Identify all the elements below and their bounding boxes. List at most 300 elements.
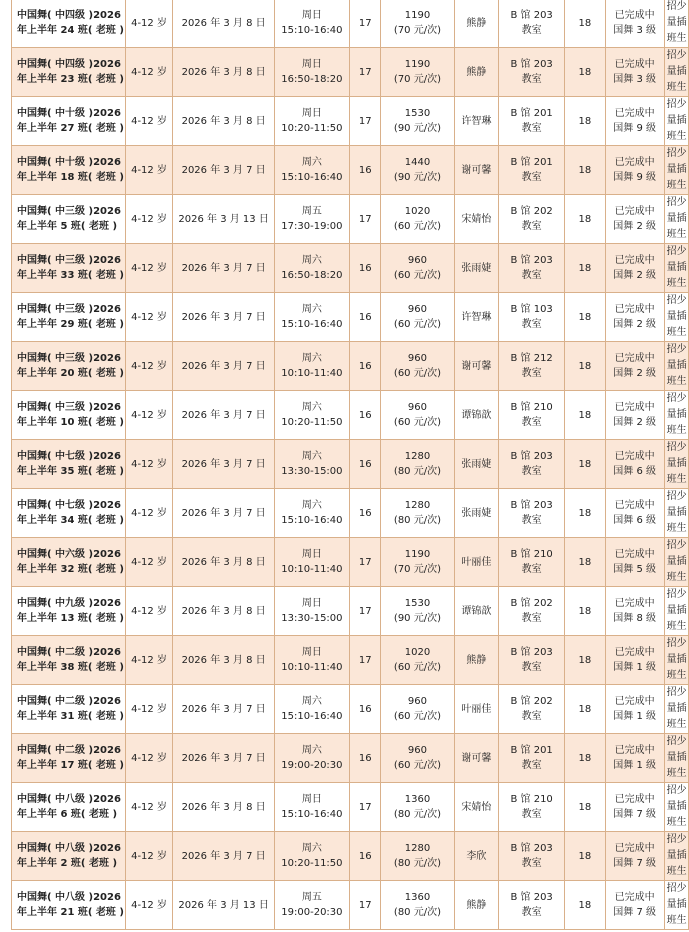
table-row — [12, 97, 689, 146]
enrollment-status-st1: 招少 — [666, 883, 687, 894]
lesson-count-cell: 16 — [349, 440, 380, 489]
lesson-count-cell: 17 — [349, 195, 380, 244]
class-name-name2: 年上半年 31 班( 老班 ) — [17, 711, 124, 722]
price-per: (60 元/次) — [393, 711, 441, 722]
schedule-time: 15:10-16:40 — [281, 809, 343, 820]
requirement-req2: 国舞 6 级 — [613, 466, 657, 477]
capacity-cell: 18 — [565, 832, 606, 881]
requirement-cell — [605, 881, 664, 930]
teacher-cell: 熊静 — [454, 0, 499, 48]
class-name-name1: 中国舞( 中十级 )2026 — [17, 108, 121, 119]
enrollment-status-cell — [664, 734, 688, 783]
requirement-cell — [605, 587, 664, 636]
price-per: (80 元/次) — [393, 858, 441, 869]
class-name-cell — [12, 391, 126, 440]
classroom-room2: 教室 — [521, 368, 542, 379]
schedule-day: 周五 — [301, 206, 322, 217]
price-price: 1530 — [404, 598, 431, 609]
enrollment-status-cell — [664, 685, 688, 734]
class-name-name2: 年上半年 21 班( 老班 ) — [17, 907, 124, 918]
enrollment-status-cell — [664, 636, 688, 685]
classroom-cell — [499, 97, 565, 146]
classroom-cell — [499, 195, 565, 244]
classroom-cell — [499, 293, 565, 342]
start-date-cell: 2026 年 3 月 8 日 — [173, 97, 274, 146]
table-row — [12, 48, 689, 97]
price-price: 1190 — [404, 10, 431, 21]
lesson-count-cell: 17 — [349, 48, 380, 97]
start-date-cell: 2026 年 3 月 7 日 — [173, 685, 274, 734]
enrollment-status-st2: 量插 — [666, 850, 687, 861]
price-price: 960 — [407, 402, 427, 413]
price-price: 1280 — [404, 843, 431, 854]
enrollment-status-st3: 班生 — [666, 817, 687, 828]
price-per: (80 元/次) — [393, 466, 441, 477]
enrollment-status-st2: 量插 — [666, 262, 687, 273]
requirement-req1: 已完成中 — [614, 304, 655, 315]
enrollment-status-st2: 量插 — [666, 409, 687, 420]
requirement-req2: 国舞 5 级 — [613, 564, 657, 575]
lesson-count-cell: 17 — [349, 881, 380, 930]
schedule-day: 周日 — [301, 10, 322, 21]
teacher-cell: 谢可馨 — [454, 734, 499, 783]
requirement-req2: 国舞 1 级 — [613, 760, 657, 771]
start-date-cell: 2026 年 3 月 8 日 — [173, 783, 274, 832]
lesson-count-cell: 16 — [349, 391, 380, 440]
enrollment-status-st2: 量插 — [666, 115, 687, 126]
requirement-req1: 已完成中 — [614, 157, 655, 168]
requirement-req2: 国舞 3 级 — [613, 74, 657, 85]
price-price: 1190 — [404, 59, 431, 70]
enrollment-status-st3: 班生 — [666, 33, 687, 44]
price-per: (60 元/次) — [393, 319, 441, 330]
schedule-time: 10:20-11:50 — [281, 123, 343, 134]
class-name-name1: 中国舞( 中二级 )2026 — [17, 647, 121, 658]
enrollment-status-st3: 班生 — [666, 670, 687, 681]
price-price: 960 — [407, 255, 427, 266]
schedule-cell — [274, 195, 349, 244]
requirement-req2: 国舞 7 级 — [613, 809, 657, 820]
price-per: (60 元/次) — [393, 270, 441, 281]
classroom-room1: B 馆 202 — [510, 206, 553, 217]
class-name-name2: 年上半年 38 班( 老班 ) — [17, 662, 124, 673]
teacher-cell: 熊静 — [454, 636, 499, 685]
price-price: 1190 — [404, 549, 431, 560]
schedule-time: 15:10-16:40 — [281, 25, 343, 36]
requirement-req1: 已完成中 — [614, 451, 655, 462]
age-range-cell: 4-12 岁 — [125, 342, 173, 391]
classroom-room1: B 馆 203 — [510, 10, 553, 21]
price-cell — [381, 783, 454, 832]
schedule-time: 19:00-20:30 — [281, 907, 343, 918]
enrollment-status-st1: 招少 — [666, 442, 687, 453]
classroom-cell — [499, 342, 565, 391]
class-name-name2: 年上半年 2 班( 老班 ) — [17, 858, 118, 869]
schedule-time: 10:10-11:40 — [281, 662, 343, 673]
lesson-count-cell: 17 — [349, 0, 380, 48]
requirement-req2: 国舞 9 级 — [613, 172, 657, 183]
lesson-count-cell: 17 — [349, 783, 380, 832]
requirement-req1: 已完成中 — [614, 549, 655, 560]
teacher-cell: 谢可馨 — [454, 342, 499, 391]
class-name-cell — [12, 538, 126, 587]
table-row — [12, 440, 689, 489]
enrollment-status-st2: 量插 — [666, 66, 687, 77]
age-range-cell: 4-12 岁 — [125, 734, 173, 783]
requirement-req1: 已完成中 — [614, 794, 655, 805]
classroom-room1: B 馆 201 — [510, 157, 553, 168]
enrollment-status-st1: 招少 — [666, 687, 687, 698]
capacity-cell: 18 — [565, 440, 606, 489]
price-per: (80 元/次) — [393, 907, 441, 918]
enrollment-status-st2: 量插 — [666, 213, 687, 224]
table-row — [12, 881, 689, 930]
schedule-cell — [274, 783, 349, 832]
classroom-room2: 教室 — [521, 515, 542, 526]
schedule-day: 周五 — [301, 892, 322, 903]
start-date-cell: 2026 年 3 月 7 日 — [173, 489, 274, 538]
price-cell — [381, 685, 454, 734]
schedule-time: 13:30-15:00 — [281, 613, 343, 624]
classroom-room1: B 馆 203 — [510, 892, 553, 903]
classroom-room2: 教室 — [521, 564, 542, 575]
lesson-count-cell: 16 — [349, 832, 380, 881]
enrollment-status-st2: 量插 — [666, 360, 687, 371]
price-per: (70 元/次) — [393, 74, 441, 85]
capacity-cell: 18 — [565, 538, 606, 587]
table-row — [12, 636, 689, 685]
lesson-count-cell: 16 — [349, 734, 380, 783]
class-name-name1: 中国舞( 中二级 )2026 — [17, 696, 121, 707]
teacher-cell: 张雨婕 — [454, 244, 499, 293]
enrollment-status-st1: 招少 — [666, 197, 687, 208]
class-name-name2: 年上半年 17 班( 老班 ) — [17, 760, 124, 771]
classroom-cell — [499, 538, 565, 587]
requirement-req1: 已完成中 — [614, 353, 655, 364]
schedule-day: 周六 — [301, 843, 322, 854]
classroom-room1: B 馆 202 — [510, 696, 553, 707]
enrollment-status-st2: 量插 — [666, 556, 687, 567]
schedule-time: 15:10-16:40 — [281, 711, 343, 722]
classroom-room1: B 馆 203 — [510, 647, 553, 658]
enrollment-status-st3: 班生 — [666, 425, 687, 436]
schedule-day: 周日 — [301, 549, 322, 560]
class-name-name2: 年上半年 35 班( 老班 ) — [17, 466, 124, 477]
schedule-day: 周六 — [301, 255, 322, 266]
enrollment-status-st1: 招少 — [666, 785, 687, 796]
lesson-count-cell: 16 — [349, 293, 380, 342]
enrollment-status-st1: 招少 — [666, 589, 687, 600]
requirement-cell — [605, 97, 664, 146]
price-cell — [381, 587, 454, 636]
schedule-day: 周六 — [301, 696, 322, 707]
requirement-req2: 国舞 6 级 — [613, 515, 657, 526]
schedule-time: 10:10-11:40 — [281, 564, 343, 575]
schedule-day: 周日 — [301, 598, 322, 609]
price-cell — [381, 195, 454, 244]
requirement-req2: 国舞 2 级 — [613, 319, 657, 330]
class-name-name2: 年上半年 33 班( 老班 ) — [17, 270, 124, 281]
class-name-name1: 中国舞( 中三级 )2026 — [17, 353, 121, 364]
classroom-room1: B 馆 203 — [510, 59, 553, 70]
classroom-cell — [499, 783, 565, 832]
requirement-cell — [605, 195, 664, 244]
age-range-cell: 4-12 岁 — [125, 293, 173, 342]
enrollment-status-st2: 量插 — [666, 801, 687, 812]
classroom-room2: 教室 — [521, 221, 542, 232]
classroom-room1: B 馆 203 — [510, 500, 553, 511]
requirement-cell — [605, 636, 664, 685]
enrollment-status-cell — [664, 244, 688, 293]
age-range-cell: 4-12 岁 — [125, 538, 173, 587]
age-range-cell: 4-12 岁 — [125, 587, 173, 636]
price-cell — [381, 832, 454, 881]
schedule-cell — [274, 97, 349, 146]
enrollment-status-cell — [664, 391, 688, 440]
start-date-cell: 2026 年 3 月 7 日 — [173, 440, 274, 489]
schedule-cell — [274, 293, 349, 342]
class-name-cell — [12, 881, 126, 930]
requirement-req2: 国舞 3 级 — [613, 25, 657, 36]
requirement-req1: 已完成中 — [614, 10, 655, 21]
start-date-cell: 2026 年 3 月 8 日 — [173, 0, 274, 48]
capacity-cell: 18 — [565, 195, 606, 244]
enrollment-status-st1: 招少 — [666, 246, 687, 257]
price-cell — [381, 636, 454, 685]
class-name-name1: 中国舞( 中三级 )2026 — [17, 206, 121, 217]
enrollment-status-cell — [664, 489, 688, 538]
enrollment-status-st2: 量插 — [666, 164, 687, 175]
age-range-cell: 4-12 岁 — [125, 783, 173, 832]
enrollment-status-cell — [664, 293, 688, 342]
enrollment-status-st3: 班生 — [666, 719, 687, 730]
enrollment-status-cell — [664, 881, 688, 930]
classroom-room2: 教室 — [521, 466, 542, 477]
teacher-cell: 谭锦歆 — [454, 587, 499, 636]
class-name-cell — [12, 636, 126, 685]
teacher-cell: 宋婧怡 — [454, 783, 499, 832]
schedule-day: 周六 — [301, 402, 322, 413]
enrollment-status-st1: 招少 — [666, 344, 687, 355]
enrollment-status-cell — [664, 587, 688, 636]
requirement-req1: 已完成中 — [614, 647, 655, 658]
teacher-cell: 叶丽佳 — [454, 538, 499, 587]
table-row — [12, 685, 689, 734]
requirement-req1: 已完成中 — [614, 696, 655, 707]
classroom-cell — [499, 832, 565, 881]
schedule-time: 19:00-20:30 — [281, 760, 343, 771]
enrollment-status-st1: 招少 — [666, 1, 687, 12]
lesson-count-cell: 17 — [349, 538, 380, 587]
class-name-cell — [12, 293, 126, 342]
schedule-day: 周日 — [301, 794, 322, 805]
requirement-cell — [605, 440, 664, 489]
requirement-req1: 已完成中 — [614, 206, 655, 217]
class-name-name2: 年上半年 20 班( 老班 ) — [17, 368, 124, 379]
class-name-name2: 年上半年 18 班( 老班 ) — [17, 172, 124, 183]
enrollment-status-st2: 量插 — [666, 703, 687, 714]
start-date-cell: 2026 年 3 月 7 日 — [173, 293, 274, 342]
schedule-day: 周六 — [301, 500, 322, 511]
requirement-req1: 已完成中 — [614, 843, 655, 854]
price-cell — [381, 342, 454, 391]
teacher-cell: 熊静 — [454, 48, 499, 97]
enrollment-status-cell — [664, 97, 688, 146]
table-row — [12, 146, 689, 195]
requirement-cell — [605, 391, 664, 440]
schedule-time: 15:10-16:40 — [281, 172, 343, 183]
enrollment-status-st3: 班生 — [666, 621, 687, 632]
schedule-time: 16:50-18:20 — [281, 270, 343, 281]
enrollment-status-cell — [664, 195, 688, 244]
start-date-cell: 2026 年 3 月 8 日 — [173, 48, 274, 97]
schedule-time: 10:20-11:50 — [281, 858, 343, 869]
classroom-room1: B 馆 202 — [510, 598, 553, 609]
class-name-name1: 中国舞( 中三级 )2026 — [17, 255, 121, 266]
schedule-time: 10:10-11:40 — [281, 368, 343, 379]
price-price: 960 — [407, 745, 427, 756]
teacher-cell: 李欣 — [454, 832, 499, 881]
enrollment-status-st2: 量插 — [666, 899, 687, 910]
capacity-cell: 18 — [565, 734, 606, 783]
class-name-cell — [12, 244, 126, 293]
table-row — [12, 587, 689, 636]
start-date-cell: 2026 年 3 月 13 日 — [173, 881, 274, 930]
schedule-cell — [274, 146, 349, 195]
classroom-cell — [499, 489, 565, 538]
class-name-name1: 中国舞( 中七级 )2026 — [17, 500, 121, 511]
classroom-room2: 教室 — [521, 417, 542, 428]
enrollment-status-cell — [664, 342, 688, 391]
requirement-cell — [605, 342, 664, 391]
enrollment-status-st3: 班生 — [666, 229, 687, 240]
schedule-day: 周六 — [301, 157, 322, 168]
classroom-room2: 教室 — [521, 760, 542, 771]
enrollment-status-st3: 班生 — [666, 572, 687, 583]
classroom-cell — [499, 244, 565, 293]
enrollment-status-cell — [664, 538, 688, 587]
enrollment-status-st2: 量插 — [666, 311, 687, 322]
enrollment-status-st3: 班生 — [666, 915, 687, 926]
class-name-name1: 中国舞( 中九级 )2026 — [17, 598, 121, 609]
lesson-count-cell: 16 — [349, 685, 380, 734]
schedule-cell — [274, 440, 349, 489]
class-name-cell — [12, 48, 126, 97]
classroom-room1: B 馆 212 — [510, 353, 553, 364]
enrollment-status-cell — [664, 146, 688, 195]
teacher-cell: 叶丽佳 — [454, 685, 499, 734]
age-range-cell: 4-12 岁 — [125, 489, 173, 538]
teacher-cell: 许智琳 — [454, 97, 499, 146]
table-row — [12, 832, 689, 881]
requirement-req2: 国舞 7 级 — [613, 907, 657, 918]
teacher-cell: 谢可馨 — [454, 146, 499, 195]
class-name-name2: 年上半年 34 班( 老班 ) — [17, 515, 124, 526]
classroom-cell — [499, 881, 565, 930]
classroom-room1: B 馆 210 — [510, 402, 553, 413]
age-range-cell: 4-12 岁 — [125, 244, 173, 293]
class-name-name2: 年上半年 27 班( 老班 ) — [17, 123, 124, 134]
classroom-room2: 教室 — [521, 172, 542, 183]
schedule-day: 周六 — [301, 304, 322, 315]
price-per: (60 元/次) — [393, 417, 441, 428]
table-row — [12, 538, 689, 587]
enrollment-status-st3: 班生 — [666, 866, 687, 877]
requirement-cell — [605, 734, 664, 783]
schedule-cell — [274, 48, 349, 97]
enrollment-status-st1: 招少 — [666, 638, 687, 649]
price-cell — [381, 244, 454, 293]
classroom-room2: 教室 — [521, 907, 542, 918]
lesson-count-cell: 16 — [349, 146, 380, 195]
requirement-req2: 国舞 7 级 — [613, 858, 657, 869]
enrollment-status-st1: 招少 — [666, 736, 687, 747]
requirement-req2: 国舞 8 级 — [613, 613, 657, 624]
enrollment-status-st3: 班生 — [666, 327, 687, 338]
schedule-cell — [274, 636, 349, 685]
age-range-cell: 4-12 岁 — [125, 881, 173, 930]
class-name-cell — [12, 195, 126, 244]
classroom-room1: B 馆 103 — [510, 304, 553, 315]
enrollment-status-st3: 班生 — [666, 768, 687, 779]
classroom-cell — [499, 440, 565, 489]
price-price: 1360 — [404, 794, 431, 805]
requirement-req2: 国舞 9 级 — [613, 123, 657, 134]
lesson-count-cell: 17 — [349, 636, 380, 685]
age-range-cell: 4-12 岁 — [125, 195, 173, 244]
price-cell — [381, 97, 454, 146]
teacher-cell: 熊静 — [454, 881, 499, 930]
enrollment-status-st2: 量插 — [666, 507, 687, 518]
schedule-time: 16:50-18:20 — [281, 74, 343, 85]
class-name-name1: 中国舞( 中六级 )2026 — [17, 549, 121, 560]
class-name-name1: 中国舞( 中三级 )2026 — [17, 402, 121, 413]
enrollment-status-st3: 班生 — [666, 131, 687, 142]
classroom-room1: B 馆 203 — [510, 255, 553, 266]
enrollment-status-st1: 招少 — [666, 491, 687, 502]
enrollment-status-cell — [664, 48, 688, 97]
class-name-cell — [12, 783, 126, 832]
teacher-cell: 宋婧怡 — [454, 195, 499, 244]
classroom-cell — [499, 587, 565, 636]
classroom-cell — [499, 734, 565, 783]
requirement-req2: 国舞 2 级 — [613, 270, 657, 281]
enrollment-status-st2: 量插 — [666, 17, 687, 28]
requirement-cell — [605, 489, 664, 538]
price-price: 960 — [407, 696, 427, 707]
price-price: 1440 — [404, 157, 431, 168]
age-range-cell: 4-12 岁 — [125, 685, 173, 734]
capacity-cell: 18 — [565, 0, 606, 48]
age-range-cell: 4-12 岁 — [125, 832, 173, 881]
classroom-room2: 教室 — [521, 25, 542, 36]
price-cell — [381, 881, 454, 930]
price-per: (60 元/次) — [393, 760, 441, 771]
price-per: (90 元/次) — [393, 172, 441, 183]
enrollment-status-st1: 招少 — [666, 540, 687, 551]
class-name-name1: 中国舞( 中二级 )2026 — [17, 745, 121, 756]
price-price: 1020 — [404, 206, 431, 217]
class-name-name1: 中国舞( 中三级 )2026 — [17, 304, 121, 315]
class-name-name2: 年上半年 29 班( 老班 ) — [17, 319, 124, 330]
teacher-cell: 张雨婕 — [454, 440, 499, 489]
age-range-cell: 4-12 岁 — [125, 0, 173, 48]
price-cell — [381, 734, 454, 783]
capacity-cell: 18 — [565, 48, 606, 97]
requirement-req1: 已完成中 — [614, 402, 655, 413]
age-range-cell: 4-12 岁 — [125, 146, 173, 195]
classroom-room2: 教室 — [521, 74, 542, 85]
